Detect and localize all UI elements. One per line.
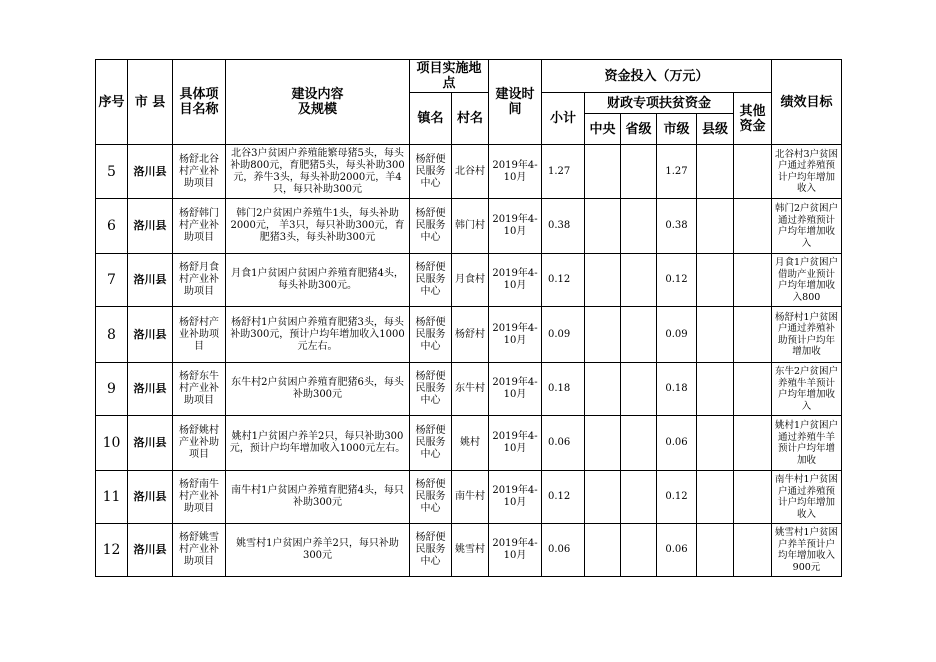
cell-county-level <box>697 363 734 416</box>
cell-content: 北谷3户贫困户养殖能繁母猪5头，每头补助800元，育肥猪5头，每头补助300元，养牛3头，每头补助2000元，羊4只，每只补助300元 <box>226 145 410 199</box>
cell-seq: 7 <box>96 254 128 307</box>
cell-county-level <box>697 416 734 471</box>
cell-county-level <box>697 145 734 199</box>
cell-central <box>585 254 621 307</box>
table-row <box>96 471 842 524</box>
cell-town: 杨舒便民服务中心 <box>410 524 452 577</box>
cell-provincial <box>621 524 657 577</box>
table-row <box>96 416 842 471</box>
header-content: 建设内容 及规模 <box>226 60 410 145</box>
cell-town: 杨舒便民服务中心 <box>410 363 452 416</box>
cell-seq: 9 <box>96 363 128 416</box>
cell-central <box>585 524 621 577</box>
table-row <box>96 145 842 199</box>
cell-other <box>734 254 772 307</box>
cell-town: 杨舒便民服务中心 <box>410 471 452 524</box>
cell-town: 杨舒便民服务中心 <box>410 307 452 363</box>
cell-village: 姚雪村 <box>452 524 489 577</box>
cell-project-name: 杨舒姚雪村产业补助项目 <box>173 524 226 577</box>
cell-county-level <box>697 524 734 577</box>
header-other: 其他资金 <box>734 93 772 145</box>
cell-county: 洛川县 <box>128 199 173 254</box>
cell-village: 北谷村 <box>452 145 489 199</box>
cell-village: 东牛村 <box>452 363 489 416</box>
cell-subtotal: 1.27 <box>542 145 585 199</box>
cell-goal: 南牛村1户贫困户通过养殖预计户均年增加收入 <box>772 471 842 524</box>
cell-municipal: 0.09 <box>657 307 697 363</box>
table-row <box>96 307 842 363</box>
cell-time: 2019年4-10月 <box>489 416 542 471</box>
project-table <box>95 59 842 577</box>
table-row <box>96 363 842 416</box>
cell-village: 姚村 <box>452 416 489 471</box>
cell-provincial <box>621 363 657 416</box>
cell-central <box>585 307 621 363</box>
cell-central <box>585 199 621 254</box>
cell-municipal: 0.06 <box>657 524 697 577</box>
cell-provincial <box>621 199 657 254</box>
table-row <box>96 254 842 307</box>
cell-central <box>585 145 621 199</box>
table-row <box>96 524 842 577</box>
cell-county: 洛川县 <box>128 363 173 416</box>
cell-county-level <box>697 307 734 363</box>
cell-other <box>734 363 772 416</box>
cell-municipal: 0.12 <box>657 471 697 524</box>
header-provincial: 省级 <box>621 114 657 145</box>
cell-county: 洛川县 <box>128 307 173 363</box>
cell-content: 姚雪村1户贫困户养羊2只，每只补助300元 <box>226 524 410 577</box>
cell-time: 2019年4-10月 <box>489 199 542 254</box>
cell-other <box>734 416 772 471</box>
cell-county-level <box>697 199 734 254</box>
cell-project-name: 杨舒北谷村产业补助项目 <box>173 145 226 199</box>
cell-town: 杨舒便民服务中心 <box>410 145 452 199</box>
cell-time: 2019年4-10月 <box>489 363 542 416</box>
cell-central <box>585 416 621 471</box>
cell-goal: 北谷村3户贫困户通过养殖预计户均年增加收入 <box>772 145 842 199</box>
cell-project-name: 杨舒东牛村产业补助项目 <box>173 363 226 416</box>
cell-subtotal: 0.06 <box>542 524 585 577</box>
cell-county: 洛川县 <box>128 471 173 524</box>
header-town: 镇名 <box>410 93 452 145</box>
cell-project-name: 杨舒姚村产业补助项目 <box>173 416 226 471</box>
cell-goal: 月食1户贫困户借助产业预计户均年增加收入800 <box>772 254 842 307</box>
header-county-level: 县级 <box>697 114 734 145</box>
cell-provincial <box>621 471 657 524</box>
header-goal: 绩效目标 <box>772 60 842 145</box>
cell-project-name: 杨舒南牛村产业补助项目 <box>173 471 226 524</box>
cell-provincial <box>621 254 657 307</box>
cell-goal: 东牛2户贫困户养殖牛羊预计户均年增加收入 <box>772 363 842 416</box>
cell-municipal: 0.06 <box>657 416 697 471</box>
header-location: 项目实施地点 <box>410 60 489 93</box>
header-subtotal: 小计 <box>542 93 585 145</box>
cell-provincial <box>621 145 657 199</box>
cell-time: 2019年4-10月 <box>489 524 542 577</box>
header-central: 中央 <box>585 114 621 145</box>
header-municipal: 市级 <box>657 114 697 145</box>
cell-town: 杨舒便民服务中心 <box>410 416 452 471</box>
cell-municipal: 0.12 <box>657 254 697 307</box>
header-seq: 序号 <box>96 60 128 145</box>
cell-subtotal: 0.18 <box>542 363 585 416</box>
cell-county: 洛川县 <box>128 416 173 471</box>
header-project-name: 具体项目名称 <box>173 60 226 145</box>
cell-town: 杨舒便民服务中心 <box>410 254 452 307</box>
cell-project-name: 杨舒村产业补助项目 <box>173 307 226 363</box>
cell-seq: 11 <box>96 471 128 524</box>
cell-seq: 5 <box>96 145 128 199</box>
cell-seq: 6 <box>96 199 128 254</box>
cell-municipal: 0.38 <box>657 199 697 254</box>
header-village: 村名 <box>452 93 489 145</box>
cell-provincial <box>621 416 657 471</box>
cell-goal: 姚雪村1户贫困户养羊预计户均年增加收入900元 <box>772 524 842 577</box>
cell-seq: 8 <box>96 307 128 363</box>
cell-other <box>734 307 772 363</box>
header-city-county: 市 县 <box>128 60 173 145</box>
cell-content: 韩门2户贫困户养殖牛1头，每头补助2000元， 羊3只，每只补助300元，育肥猪3头，每头补助300元 <box>226 199 410 254</box>
cell-county: 洛川县 <box>128 145 173 199</box>
cell-seq: 12 <box>96 524 128 577</box>
cell-project-name: 杨舒月食村产业补助项目 <box>173 254 226 307</box>
cell-subtotal: 0.38 <box>542 199 585 254</box>
cell-time: 2019年4-10月 <box>489 307 542 363</box>
cell-county-level <box>697 471 734 524</box>
cell-seq: 10 <box>96 416 128 471</box>
cell-central <box>585 471 621 524</box>
cell-other <box>734 471 772 524</box>
cell-goal: 姚村1户贫困户通过养殖牛羊预计户均年增加收 <box>772 416 842 471</box>
cell-county: 洛川县 <box>128 254 173 307</box>
cell-time: 2019年4-10月 <box>489 254 542 307</box>
cell-content: 南牛村1户贫困户养殖育肥猪4头，每只补助300元 <box>226 471 410 524</box>
header-fiscal: 财政专项扶贫资金 <box>585 93 734 114</box>
cell-content: 杨舒村1户贫困户养殖育肥猪3头，每头补助300元，预计户均年增加收入1000元左右。 <box>226 307 410 363</box>
cell-goal: 杨舒村1户贫困户通过养殖补助预计户均年增加收 <box>772 307 842 363</box>
cell-content: 东牛村2户贫困户养殖育肥猪6头，每头补助300元 <box>226 363 410 416</box>
cell-municipal: 1.27 <box>657 145 697 199</box>
cell-time: 2019年4-10月 <box>489 145 542 199</box>
cell-other <box>734 199 772 254</box>
cell-village: 杨舒村 <box>452 307 489 363</box>
cell-county: 洛川县 <box>128 524 173 577</box>
cell-central <box>585 363 621 416</box>
cell-municipal: 0.18 <box>657 363 697 416</box>
cell-content: 月食1户贫困户贫困户养殖育肥猪4头，每头补助300元。 <box>226 254 410 307</box>
cell-subtotal: 0.06 <box>542 416 585 471</box>
cell-other <box>734 524 772 577</box>
cell-time: 2019年4-10月 <box>489 471 542 524</box>
cell-project-name: 杨舒韩门村产业补助项目 <box>173 199 226 254</box>
cell-subtotal: 0.09 <box>542 307 585 363</box>
cell-village: 南牛村 <box>452 471 489 524</box>
cell-village: 韩门村 <box>452 199 489 254</box>
cell-county-level <box>697 254 734 307</box>
cell-provincial <box>621 307 657 363</box>
cell-subtotal: 0.12 <box>542 471 585 524</box>
header-build-time: 建设时间 <box>489 60 542 145</box>
cell-subtotal: 0.12 <box>542 254 585 307</box>
cell-other <box>734 145 772 199</box>
table-row <box>96 199 842 254</box>
cell-village: 月食村 <box>452 254 489 307</box>
header-funds: 资金投入（万元） <box>542 60 772 93</box>
cell-town: 杨舒便民服务中心 <box>410 199 452 254</box>
cell-goal: 韩门2户贫困户通过养殖预计户均年增加收入 <box>772 199 842 254</box>
cell-content: 姚村1户贫困户养羊2只，每只补助300元，预计户均年增加收入1000元左右。 <box>226 416 410 471</box>
